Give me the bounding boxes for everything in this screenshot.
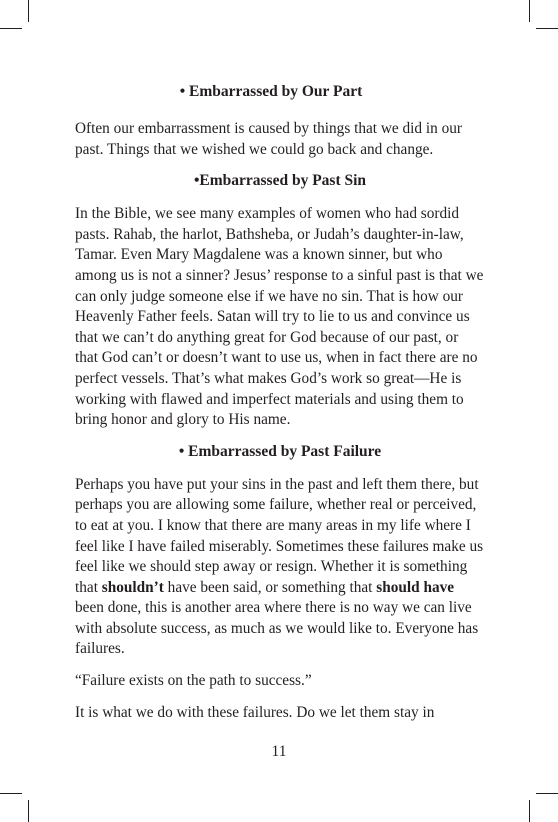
paragraph-closing: It is what we do with these failures. Do we let them stay in — [75, 703, 435, 721]
crop-mark-bottom-left-h — [0, 793, 22, 794]
page-content — [75, 82, 485, 723]
emphasis-shouldnt: shouldn’t — [101, 578, 164, 596]
crop-mark-bottom-right-h — [536, 793, 558, 794]
quote-paragraph: “Failure exists on the path to success.” — [75, 672, 312, 690]
crop-mark-top-right-h — [536, 28, 558, 29]
crop-mark-bottom-left — [28, 800, 29, 822]
paragraph-past-sin: In the Bible, we see many examples of women who had sordid pasts. Rahab, the harlot, Bathsheba, or Judah’s daughter-in-law, Tamar. Even Mary Magdalene was a known sinner, but who among us is not a sinner? Jesus’ response to a sinful past is that we can only judge someone else if we have no sin. That is how our Heavenly Father feels. Satan will try to lie to us and convince us that we can’t do anything great for God because of our past, or that God can’t or doesn’t want to use us, when in fact there are no perfect vessels. That’s what makes God’s work so great—He is working with flawed and imperfect materials and using them to bring honor and glory to His name. — [75, 205, 484, 429]
paragraph-text: been done, this is another area where there is no way we can live with absolute success, as much as we would like to. Everyone has failures. — [75, 599, 479, 658]
paragraph-past-failure — [75, 475, 485, 660]
crop-mark-top-left-h — [0, 28, 22, 29]
crop-mark-top-right — [529, 0, 530, 22]
emphasis-should-have: should have — [376, 578, 455, 596]
paragraph-our-part: Often our embarrassment is caused by things that we did in our past. Things that we wished we could go back and change. — [75, 120, 463, 158]
crop-mark-bottom-right — [529, 800, 530, 822]
section-heading-past-failure: • Embarrassed by Past Failure — [178, 442, 382, 460]
crop-mark-top-left — [28, 0, 29, 22]
section-heading-our-part: • Embarrassed by Our Part — [179, 83, 363, 100]
paragraph-text: Perhaps you have put your sins in the past and left them there, but perhaps you are allowing some failure, whether real or perceived, to eat at you. I know that there are many areas in my life where I feel like I have failed miserably. Sometimes these failures make us feel like we should step away or resign. Whether it is something that — [75, 475, 484, 596]
page-number: 11 — [271, 743, 287, 760]
paragraph-text: have been said, or something that — [163, 578, 377, 596]
section-heading-past-sin: •Embarrassed by Past Sin — [193, 172, 367, 190]
